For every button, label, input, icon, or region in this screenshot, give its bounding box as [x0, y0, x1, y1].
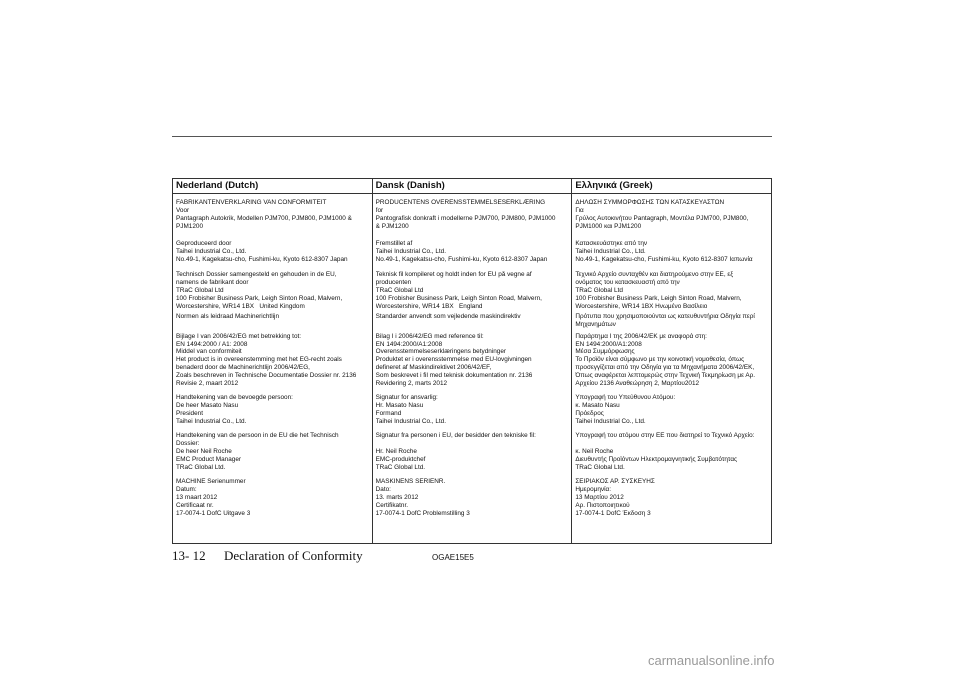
text-line: Produktet er i overensstemmelse med EU-lovgivningen [375, 356, 532, 363]
text-block [376, 432, 569, 478]
text-line: Revidering 2, marts 2012 [375, 380, 448, 387]
text-line: Handtekening van de persoon in de EU die het Technisch [176, 432, 339, 439]
text-line: Υπογραφή του ατόμου στην ΕΕ που διατηρεί το Τεχνικό Αρχείο: [575, 432, 755, 439]
text-line: PJM1000 και PJM1200 [575, 223, 642, 230]
text-line: Het product is in overeenstemming met het EG-recht zoals [176, 356, 342, 363]
text-line: Αρ. Πιστοποιητικού [575, 502, 630, 509]
text-line: Υπογραφή του Υπεύθυνου Ατόμου: [575, 394, 676, 401]
text-line: Κατασκευάστηκε από την [575, 240, 648, 247]
text-line: Overensstemmelseserklæringens betydninger [375, 348, 507, 355]
text-line: TRaC Global Ltd. [176, 464, 226, 471]
text-line: Geproduceerd door [176, 240, 232, 247]
text-block [176, 199, 369, 240]
text-line: 17-0074-1 DofC Uitgave 3 [176, 510, 251, 517]
text-line: Handtekening van de bevoegde persoon: [176, 394, 293, 401]
text-line: No.49-1, Kagekatsu-cho, Fushimi-ku, Kyoto 612-8307 Japan [176, 256, 348, 263]
text-block [575, 394, 768, 432]
text-line: Αρχείου 2136 Αναθεώρηση 2, Μαρτίου2012 [575, 380, 700, 387]
text-line: TRaC Global Ltd [176, 287, 224, 294]
text-line: κ. Masato Nasu [575, 402, 620, 409]
text-line: Worcestershire, WR14 1BX England [375, 303, 483, 310]
text-line: Som beskrevet i fil med teknisk dokumentation nr. 2136 [375, 372, 533, 379]
text-line: ΔΗΛΩΣΗ ΣΥΜΜΟΡΦΩΣΗΣ ΤΩΝ ΚΑΤΑΣΚΕΥΑΣΤΩΝ [575, 199, 725, 206]
text-line: Taihei Industrial Co., Ltd. [176, 418, 247, 425]
text-line: EN 1494:2000/A1:2008 [375, 341, 443, 348]
text-line: Μέσα Συμμόρφωσης [575, 348, 635, 355]
text-block [575, 313, 768, 333]
text-line: Dato: [375, 486, 391, 493]
text-line: Πρότυπα που χρησιμοποιούνται ως κατευθυντήρια Οδηγία περί [575, 313, 755, 320]
text-block [575, 333, 768, 348]
column-heading: Ελληνικά (Greek) [572, 180, 771, 194]
text-block [176, 271, 369, 313]
text-line: 17-0074-1 DofC Έκδοση 3 [575, 510, 651, 517]
text-line: Fremstillet af [375, 240, 413, 247]
text-line: Τεχνικό Αρχείο συνταχθέν και διατηρούμενο στην ΕΕ, εξ [575, 271, 734, 278]
text-line: De heer Masato Nasu [176, 402, 239, 409]
text-line: No.49-1, Kagekatsu-cho, Fushimi-ku, Kyoto 612-8307 Ιαπωνία [575, 256, 753, 263]
text-line: Hr. Neil Roche [375, 448, 417, 455]
text-line: Ημερομηνία: [575, 486, 612, 493]
column-danish [372, 179, 572, 543]
text-block [376, 271, 569, 313]
text-line [575, 440, 768, 448]
column-greek [571, 179, 771, 543]
text-block [376, 348, 569, 394]
text-line: Taihei Industrial Co., Ltd. [375, 248, 447, 255]
text-line: 13 maart 2012 [176, 494, 218, 501]
text-line: Technisch Dossier samengesteld en gehouden in de EU, [176, 271, 337, 278]
text-line: 13. marts 2012 [375, 494, 419, 501]
text-line: Middel van conformiteit [176, 348, 242, 355]
text-line: 100 Frobisher Business Park, Leigh Sinton Road, Malvern, [176, 295, 343, 302]
text-line: TRaC Global Ltd [375, 287, 424, 294]
text-line: Bijlage I van 2006/42/EG met betrekking tot: [176, 333, 302, 340]
text-line: Όπως αναφέρεται λεπτομερώς στην Τεχνική Τεκμηρίωση με Αρ. [575, 372, 756, 379]
watermark: carmanualsonline.info [648, 653, 775, 668]
text-block [376, 199, 569, 240]
text-line: Μηχανημάτων [575, 321, 616, 328]
text-line: Taihei Industrial Co., Ltd. [176, 248, 247, 255]
text-line: Taihei Industrial Co., Ltd. [575, 248, 646, 255]
text-line: ονόματος του κατασκευαστή από την [575, 279, 680, 286]
page-number: 13- 12 [172, 548, 206, 563]
text-line: & PJM1200 [375, 223, 409, 230]
text-line: Teknisk fil kompileret og holdt inden for EU på vegne af [375, 271, 532, 278]
text-line: No.49-1, Kagekatsu-cho, Fushimi-ku, Kyoto 612-8307 Japan [375, 256, 548, 263]
text-line: Signatur for ansvarlig: [375, 394, 438, 401]
text-line: κ. Neil Roche [575, 448, 614, 455]
text-line: defineret af Maskindirektivet 2006/42/EF, [375, 364, 492, 371]
column-heading: Dansk (Danish) [373, 180, 572, 194]
text-block [376, 313, 569, 333]
document-code: OGAE15E5 [432, 553, 474, 562]
text-block [575, 271, 768, 313]
text-line: Διευθυντής Προϊόντων Ηλεκτρομαγνητικής Συμβατότητας [575, 456, 738, 463]
text-block [176, 394, 369, 432]
text-block [376, 478, 569, 524]
text-line: TRaC Global Ltd [575, 287, 623, 294]
column-heading: Nederland (Dutch) [173, 180, 372, 194]
page-footer [172, 548, 772, 568]
text-block [575, 348, 768, 394]
text-block [176, 240, 369, 271]
text-line: Dossier: [176, 440, 200, 447]
text-line: Formand [375, 410, 402, 417]
text-line: Bilag I i 2006/42/EG med reference til: [375, 333, 484, 340]
text-line: TRaC Global Ltd. [575, 464, 625, 471]
text-line: EMC Product Manager [176, 456, 241, 463]
text-line: Signatur fra personen i EU, der besidder den tekniske fil: [375, 432, 536, 439]
text-line: Worcestershire, WR14 1BX Ηνωμένο Βασίλειο [575, 303, 708, 310]
text-line: producenten [375, 279, 412, 286]
text-line: Hr. Masato Nasu [375, 402, 424, 409]
text-line: Το Προϊόν είναι σύμφωνο με την κοινοτική νομοθεσία, όπως [575, 356, 745, 363]
text-line: EN 1494:2000/A1:2008 [575, 341, 642, 348]
text-line: Worcestershire, WR14 1BX United Kingdom [176, 303, 305, 310]
text-line: benaderd door de Machinerichtlijn 2006/42/EG, [176, 364, 310, 371]
text-block [176, 432, 369, 478]
text-line: Voor [176, 207, 190, 214]
text-line: Για [575, 207, 584, 214]
text-line: Pantagraph Autokrik, Modellen PJM700, PJM800, PJM1000 & [176, 215, 352, 222]
text-line: 13 Μαρτίου 2012 [575, 494, 624, 501]
text-line: Παράρτημα I της 2006/42/ΕΚ με αναφορά στη: [575, 333, 707, 340]
text-line: 17-0074-1 DofC Problemstilling 3 [375, 510, 470, 517]
text-block [575, 199, 768, 240]
text-block [176, 333, 369, 348]
text-line: Certifikatnr. [375, 502, 408, 509]
text-line: Datum: [176, 486, 197, 493]
text-block [176, 313, 369, 333]
text-line: Πρόεδρος [575, 410, 604, 417]
text-line: Γρύλος Αυτοκινήτου Pantagraph, Μοντέλα PJM700, PJM800, [575, 215, 749, 222]
text-line: EN 1494:2000 / A1: 2008 [176, 341, 248, 348]
text-line: Pantografisk donkraft i modellerne PJM700, PJM800, PJM1000 [375, 215, 556, 222]
text-line: for [375, 207, 384, 214]
text-line: De heer Neil Roche [176, 448, 232, 455]
text-line: προσεγγίζεται από την Οδηγία για τα Μηχανήματα 2006/42/ΕΚ, [575, 364, 755, 371]
text-line: FABRIKANTENVERKLARING VAN CONFORMITEIT [176, 199, 327, 206]
conformity-table [172, 178, 772, 544]
text-line: Revisie 2, maart 2012 [176, 380, 239, 387]
text-block [376, 394, 569, 432]
text-block [376, 333, 569, 348]
column-dutch [173, 179, 372, 543]
text-line: EMC-produktchef [375, 456, 426, 463]
section-title: Declaration of Conformity [224, 548, 363, 563]
text-line: Normen als leidraad Machinerichtlijn [176, 313, 280, 320]
text-line: TRaC Global Ltd. [375, 464, 426, 471]
text-line: MACHINE Serienummer [176, 478, 246, 485]
text-line: 100 Frobisher Business Park, Leigh Sinton Road, Malvern, [575, 295, 742, 302]
text-block [575, 432, 768, 478]
text-line: President [176, 410, 203, 417]
text-block [176, 478, 369, 524]
top-rule [172, 136, 772, 137]
text-line: Taihei Industrial Co., Ltd. [375, 418, 447, 425]
text-line: Certificaat nr. [176, 502, 214, 509]
text-line: Taihei Industrial Co., Ltd. [575, 418, 646, 425]
text-line: Standarder anvendt som vejledende maskindirektiv [375, 313, 521, 320]
text-line: PRODUCENTENS OVERENSSTEMMELSESERKLÆRING [375, 199, 546, 206]
text-block [376, 240, 569, 271]
text-block [575, 478, 768, 524]
text-line: Zoals beschreven in Technische Documentatie Dossier nr. 2136 [176, 372, 357, 379]
text-line: namens de fabrikant door [176, 279, 249, 286]
text-line: ΣΕΙΡΙΑΚΟΣ ΑΡ. ΣΥΣΚΕΥΗΣ [575, 478, 655, 485]
text-line: MASKINENS SERIENR. [375, 478, 446, 485]
text-line: 100 Frobisher Business Park, Leigh Sinton Road, Malvern, [375, 295, 542, 302]
text-line [376, 440, 569, 448]
text-block [575, 240, 768, 271]
text-block [176, 348, 369, 394]
text-line: PJM1200 [176, 223, 203, 230]
